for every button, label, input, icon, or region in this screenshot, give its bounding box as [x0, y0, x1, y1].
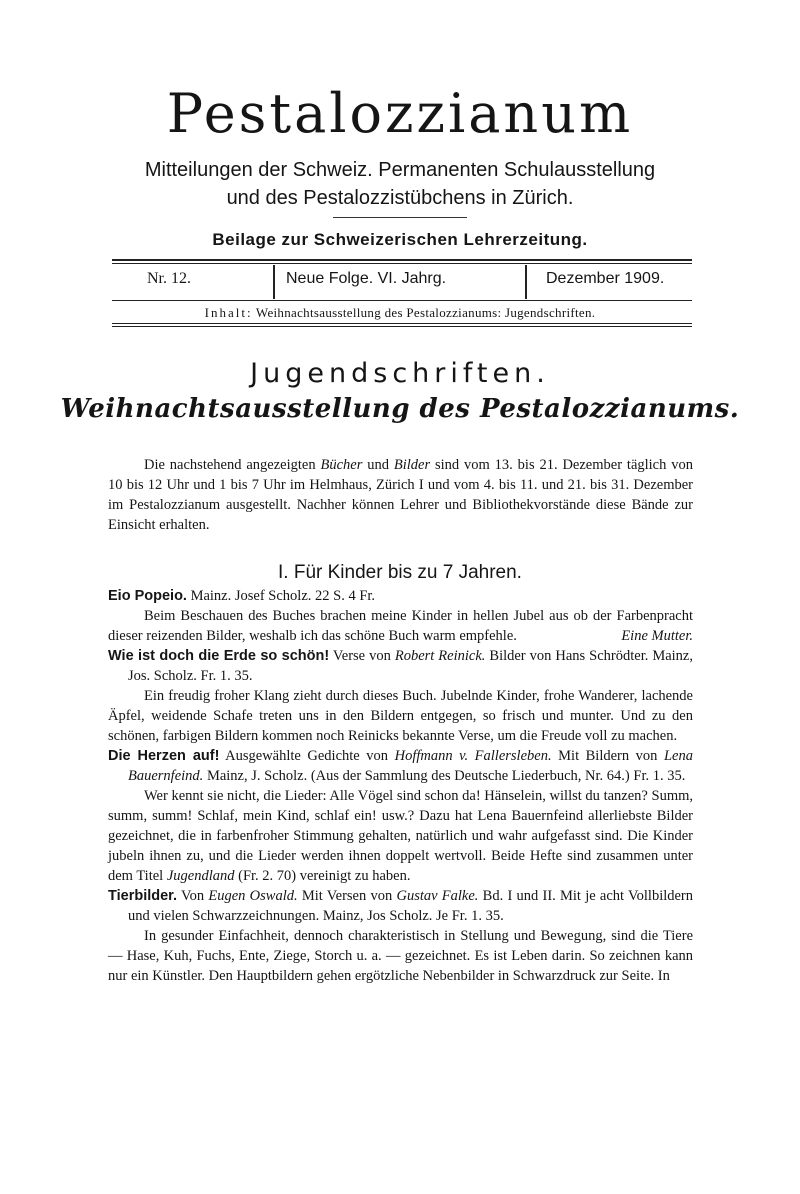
entry-heading: [108, 746, 693, 786]
entry-review: In gesunder Einfachheit, dennoch charakteristisch in Stellung und Bewegung, sind die Tiere — Hase, Kuh, Fuchs, Ente, Ziege, Storch u. a. — gezeichnet. Es ist Leben darin. So zeichnen kann nur ein Künstler. Den Hauptbildern gehen ergötzliche Nebenbilder in Schwarzdruck zur Seite. In: [108, 928, 693, 984]
issue-date: Dezember 1909.: [546, 270, 665, 287]
book-details: Verse von: [329, 648, 395, 664]
contents-rule-thin: [112, 326, 692, 327]
section-title: Jugendschriften.: [250, 358, 550, 389]
book-author: Hoffmann v. Fallersleben.: [394, 748, 552, 764]
intro-text: Die nachstehend angezeigten: [144, 457, 321, 473]
entry-heading: [108, 646, 693, 686]
entry-review: Ein freudig froher Klang zieht durch dieses Buch. Jubelnde Kinder, frohe Wanderer, lachende Äpfel, weidende Schafe treten uns in den Bildern entgegen, so frisch und munter. Und zu den schönen, farbigen Bildern kommen noch Reinicks bekannte Verse, um die Freude voll zu machen.: [108, 688, 693, 744]
issue-separator: [273, 265, 275, 299]
table-of-contents: [0, 305, 800, 321]
entry-heading: [108, 886, 693, 926]
book-title: Die Herzen auf!: [108, 748, 220, 764]
book-details: Von: [177, 888, 209, 904]
book-illustrator: Lena Bauernfeind.: [128, 748, 693, 784]
book-title: Tierbilder.: [108, 888, 178, 904]
issue-separator: [525, 265, 527, 299]
book-title: Eio Popeio.: [108, 588, 187, 604]
book-details: Ausgewählte Gedichte von: [219, 748, 395, 764]
intro-paragraph: [108, 455, 693, 535]
issue-series: Neue Folge. VI. Jahrg.: [286, 270, 447, 287]
contents-rule: [112, 323, 692, 324]
book-author: Eugen Oswald.: [208, 888, 298, 904]
masthead-title: Pestalozzianum: [166, 82, 634, 145]
book-title: Wie ist doch die Erde so schön!: [108, 648, 330, 664]
book-details: Mit Bildern von: [551, 748, 664, 764]
review-text: (Fr. 2. 70) vereinigt zu haben.: [234, 868, 411, 884]
book-author: Robert Reinick.: [394, 648, 486, 664]
contents-label: Inhalt:: [204, 305, 253, 320]
category-heading: I. Für Kinder bis zu 7 Jahren.: [278, 562, 522, 583]
masthead-subtitle-line1: Mitteilungen der Schweiz. Permanenten Schulausstellung: [144, 159, 656, 181]
entry-review: [108, 606, 693, 646]
intro-text: und: [362, 457, 394, 473]
masthead-subtitle-line2: und des Pestalozzistübchens in Zürich.: [226, 187, 574, 209]
series-title: Jugendland: [166, 868, 235, 884]
book-details: Bilder von Hans Schrödter. Mainz, Jos. Scholz. Fr. 1. 35.: [128, 648, 693, 684]
book-poet: Gustav Falke.: [396, 888, 479, 904]
issue-number: Nr. 12.: [147, 270, 191, 287]
contents-text: Weihnachtsausstellung des Pestalozzianums: Jugendschriften.: [255, 305, 596, 320]
book-entries: [108, 586, 693, 986]
supplement-line: Beilage zur Schweizerischen Lehrerzeitung.: [212, 230, 588, 249]
section-subtitle: Weihnachtsausstellung des Pestalozzianums.: [60, 394, 740, 424]
issue-bar-bottom-rule: [112, 300, 692, 301]
book-details: Mainz. Josef Scholz. 22 S. 4 Fr.: [186, 588, 376, 604]
intro-text: sind vom 13. bis 21. Dezember täglich von 10 bis 12 Uhr und 1 bis 7 Uhr im Helmhaus, Zürich I und vom 4. bis 11. und 21. bis 31. Dezember im Pestalozzianum ausgestellt. Nachher können Lehrer und Bibliothekvorstände diese Bände zur Einsicht erhalten.: [108, 457, 693, 533]
short-divider: [333, 217, 467, 218]
review-signature: Eine Mutter.: [621, 628, 693, 644]
entry-heading: [108, 586, 693, 606]
intro-pictures: Bilder: [393, 457, 431, 473]
book-details: Bd. I und II. Mit je acht Vollbildern und vielen Schwarzzeichnungen. Mainz, Jos Scholz. Je Fr. 1. 35.: [128, 888, 694, 924]
review-text: Beim Beschauen des Buches brachen meine Kinder in hellen Jubel aus ob der Farbenpracht dieser reizenden Bilder, weshalb ich das schöne Buch warm empfehle.: [108, 608, 693, 644]
issue-bar-top-rule: [112, 259, 692, 261]
entry-review: [108, 786, 693, 886]
intro-books: Bücher: [320, 457, 363, 473]
review-text: Wer kennt sie nicht, die Lieder: Alle Vögel sind schon da! Hänselein, willst du tanzen? Summ, summ, summ! Schlaf, mein Kind, schlaf ein! usw.? Dazu hat Lena Bauernfeind allerliebste Bilder gezeichnet, die in farbenfroher Stimmung gehalten, natürlich und wahr aufgefasst sind. Die Kinder jubeln ihnen zu, und die Lieder werden ihnen doppelt wertvoll. Beide Hefte sind zusammen unter dem Titel: [108, 788, 693, 884]
book-details: Mainz, J. Scholz. (Aus der Sammlung des Deutsche Liederbuch, Nr. 64.) Fr. 1. 35.: [203, 768, 686, 784]
book-details: Mit Versen von: [297, 888, 397, 904]
issue-bar-top-rule-thin: [112, 263, 692, 264]
